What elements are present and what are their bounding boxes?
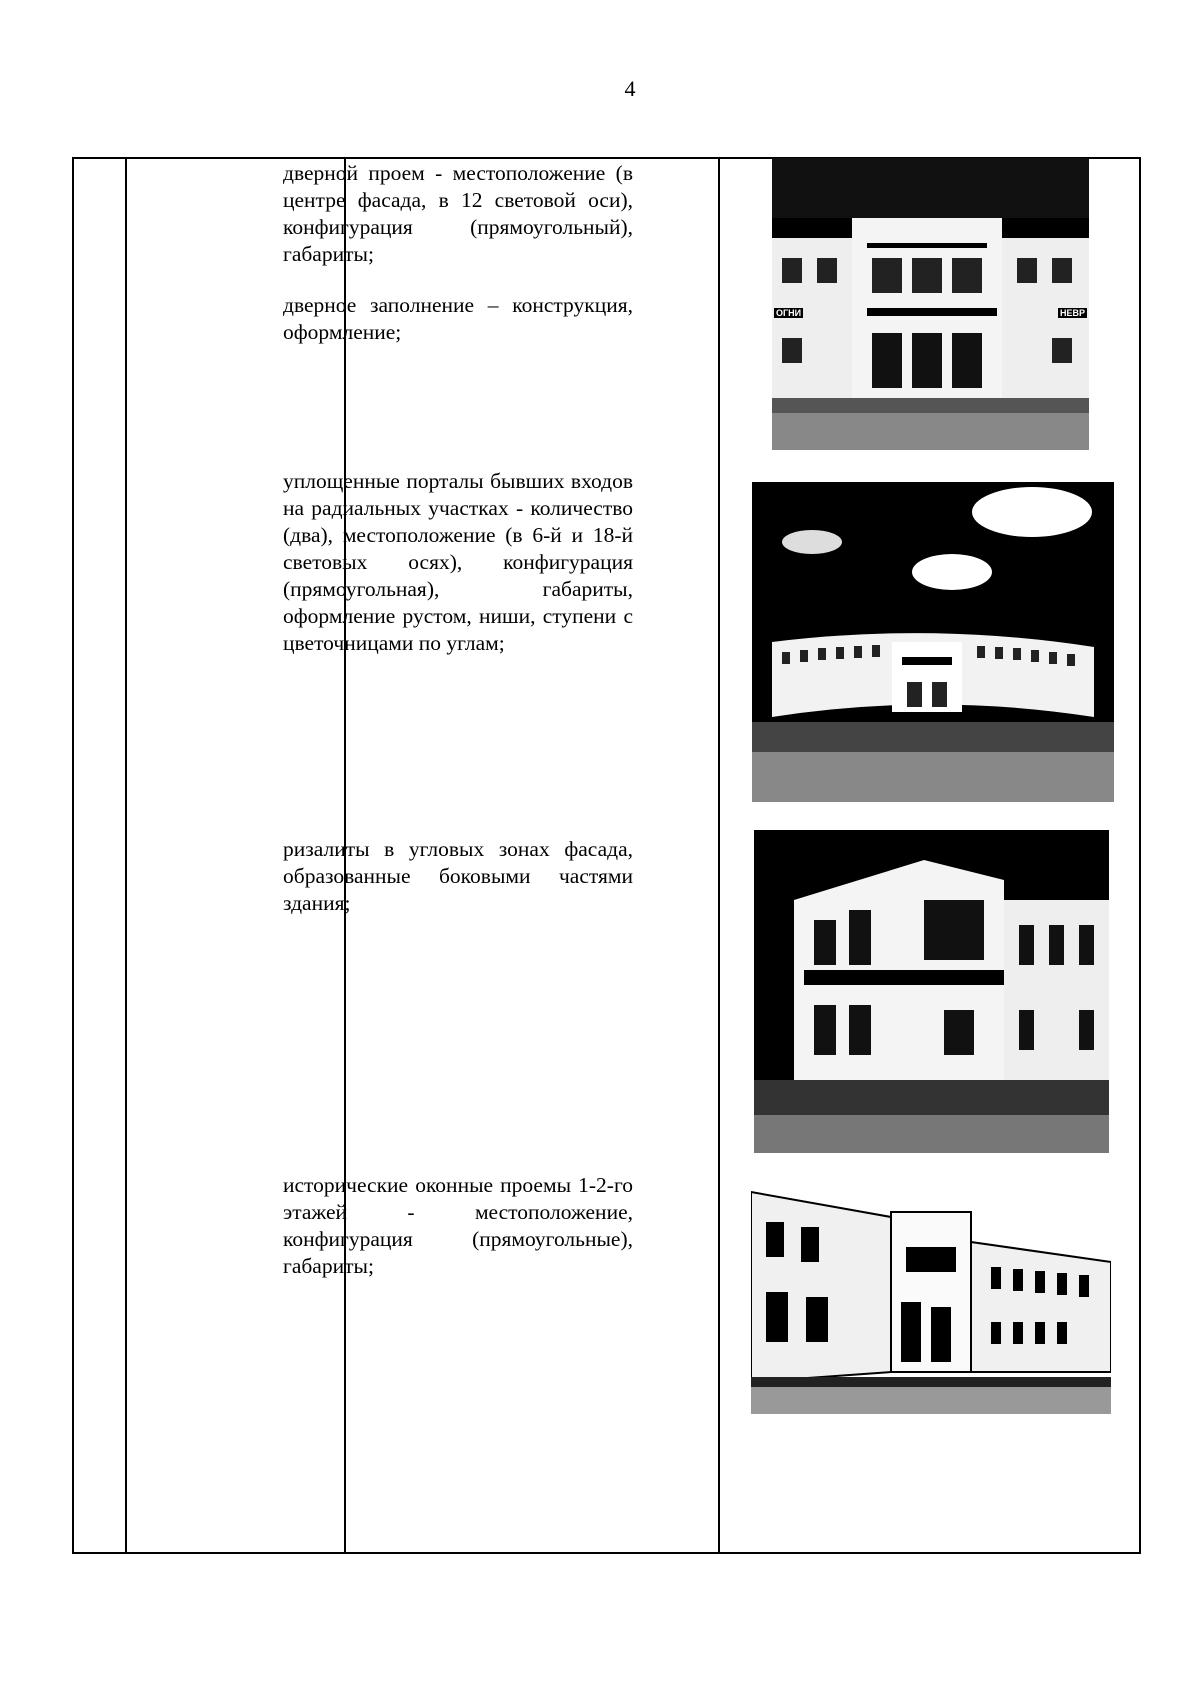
feature-paragraph: ризалиты в угловых зонах фасада, образованные боковыми частями здания; xyxy=(283,837,633,915)
photo-sign-left: ОГНИ xyxy=(776,308,802,318)
feature-description-3 xyxy=(283,836,633,941)
column-divider xyxy=(125,159,127,1552)
radial-portals-photo xyxy=(752,482,1114,802)
column-divider xyxy=(718,159,720,1552)
feature-description-4 xyxy=(283,1172,633,1304)
feature-paragraph: уплощенные порталы бывших входов на радиальных участках - количество (два), местоположение (в 6-й и 18-й световых осях), конфигурация (прямоугольная), габариты, оформление рустом, ниши, ступени с цветочницами по углам; xyxy=(283,469,633,655)
corner-risalit-photo xyxy=(754,830,1109,1153)
feature-paragraph: исторические оконные проемы 1-2-го этажей - местоположение, конфигурация (прямоугольные), габариты; xyxy=(283,1173,633,1278)
feature-description-2 xyxy=(283,468,633,681)
feature-description-1 xyxy=(283,160,633,370)
page-number: 4 xyxy=(624,76,636,101)
facade-entrance-photo xyxy=(772,158,1089,450)
feature-paragraph: дверной проем - местоположение (в центре фасада, в 12 световой оси), конфигурация (прямоугольный), габариты; xyxy=(283,161,633,266)
photo-sign-right: НЕВР xyxy=(1059,308,1085,318)
historic-windows-photo xyxy=(751,1172,1111,1414)
feature-paragraph: дверное заполнение – конструкция, оформление; xyxy=(283,293,633,344)
